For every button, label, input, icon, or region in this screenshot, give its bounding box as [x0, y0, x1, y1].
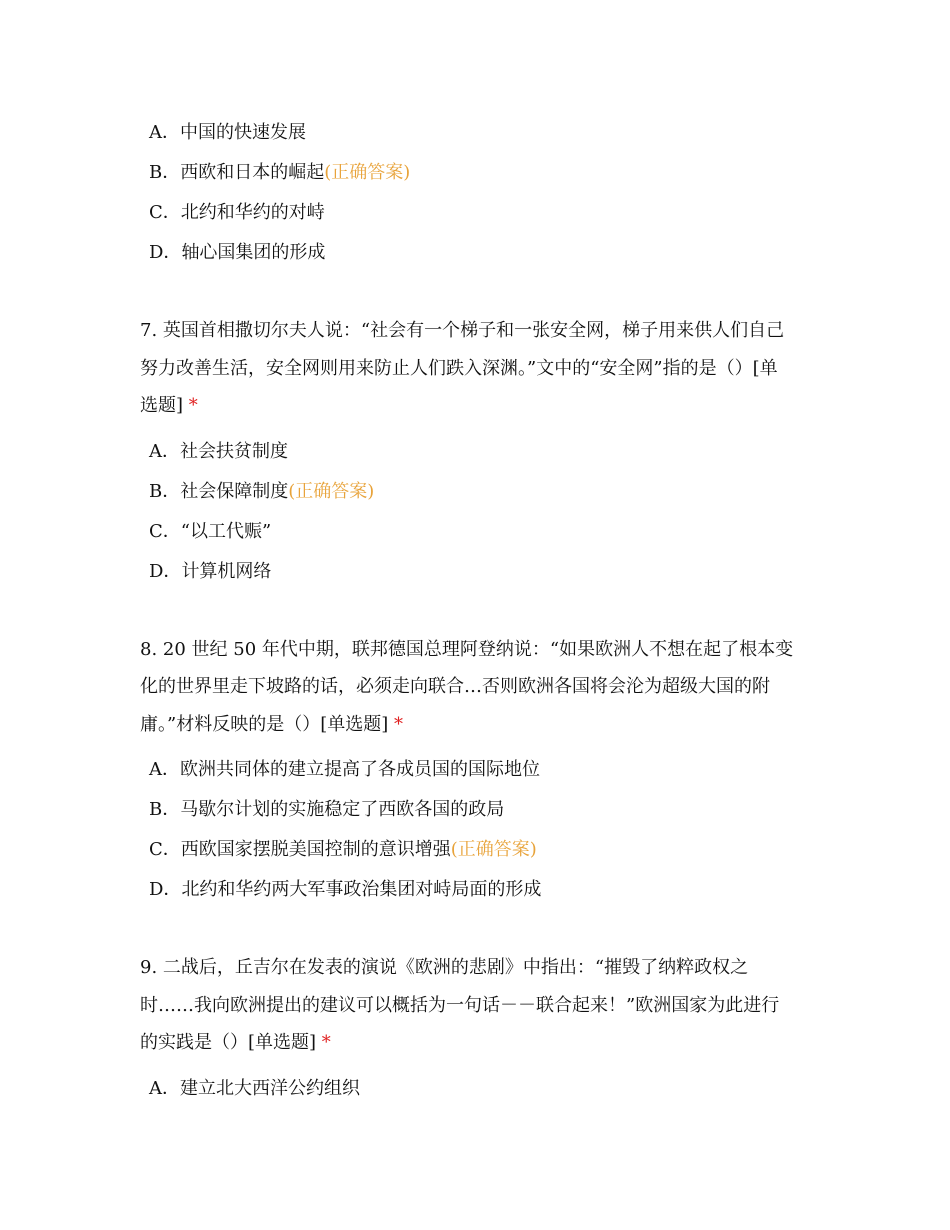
- question-6-options: [140, 113, 820, 273]
- correct-answer-label: (正确答案): [450, 839, 537, 860]
- option-text: “以工代赈”: [180, 520, 272, 542]
- option-text: 北约和华约两大军事政治集团对峙局面的形成: [181, 879, 542, 900]
- required-mark: *: [321, 1032, 331, 1053]
- option-letter: A．: [149, 759, 180, 780]
- option-text: 社会扶贫制度: [180, 440, 288, 462]
- question-line: 努力改善生活，安全网则用来防止人们跌入深渊。”文中的“安全网”指的是（）[单: [140, 357, 778, 379]
- option-text: 轴心国集团的形成: [181, 242, 326, 263]
- option-letter: C．: [149, 520, 181, 542]
- correct-answer-label: (正确答案): [324, 162, 411, 183]
- option-q8-d: [149, 870, 820, 910]
- option-text: 计算机网络: [181, 560, 272, 582]
- exam-page: [140, 113, 820, 1109]
- question-line: 选题] *: [140, 395, 198, 416]
- question-line: 9. 二战后，丘吉尔在发表的演说《欧洲的悲剧》中指出：“摧毁了纳粹政权之: [140, 957, 749, 978]
- question-line: 的实践是（）[单选题] *: [140, 1032, 331, 1053]
- question-8-text: [140, 631, 820, 744]
- correct-answer-label: (正确答案): [288, 480, 375, 502]
- question-line: 时……我向欧洲提出的建议可以概括为一句话－－联合起来！”欧洲国家为此进行: [140, 994, 780, 1016]
- option-q8-b: [149, 790, 820, 830]
- question-line: 庸。”材料反映的是（）[单选题] *: [140, 713, 403, 735]
- option-letter: B．: [149, 480, 181, 502]
- option-q7-d: [149, 552, 820, 592]
- question-line: 7. 英国首相撒切尔夫人说：“社会有一个梯子和一张安全网，梯子用来供人们自己: [140, 320, 785, 341]
- option-text: 建立北大西洋公约组织: [180, 1077, 360, 1099]
- option-letter: D．: [149, 879, 182, 900]
- option-letter: A．: [149, 122, 180, 143]
- question-9-text: [140, 949, 820, 1062]
- option-letter: C．: [149, 202, 181, 223]
- option-q7-b: [149, 472, 820, 512]
- option-letter: A．: [149, 1077, 180, 1099]
- question-line: 8. 20 世纪 50 年代中期，联邦德国总理阿登纳说：“如果欧洲人不想在起了根本变: [140, 638, 794, 660]
- option-letter: B．: [149, 799, 181, 820]
- option-q7-c: [149, 512, 820, 552]
- option-q9-a: [149, 1069, 820, 1109]
- option-q6-a: [149, 113, 820, 153]
- option-letter: B．: [149, 162, 181, 183]
- option-q6-c: [149, 193, 820, 233]
- question-9-options: [140, 1069, 820, 1109]
- question-7-options: [140, 432, 820, 592]
- option-letter: D．: [149, 242, 182, 263]
- option-letter: C．: [149, 839, 181, 860]
- option-q6-d: [149, 233, 820, 273]
- question-line: 化的世界里走下坡路的话，必须走向联合…否则欧洲各国将会沦为超级大国的附: [140, 676, 770, 697]
- option-text: 西欧国家摆脱美国控制的意识增强: [180, 839, 451, 860]
- option-text: 社会保障制度: [180, 480, 289, 502]
- option-text: 北约和华约的对峙: [180, 202, 325, 223]
- option-text: 西欧和日本的崛起: [180, 162, 325, 183]
- option-q8-c: [149, 830, 820, 870]
- question-8-options: [140, 750, 820, 910]
- required-mark: *: [393, 713, 403, 735]
- option-text: 中国的快速发展: [180, 122, 306, 143]
- question-7-text: [140, 312, 820, 425]
- option-text: 欧洲共同体的建立提高了各成员国的国际地位: [180, 759, 540, 780]
- required-mark: *: [188, 395, 198, 416]
- option-q7-a: [149, 432, 820, 472]
- option-q6-b: [149, 153, 820, 193]
- option-q8-a: [149, 750, 820, 790]
- option-letter: D．: [149, 560, 182, 582]
- option-text: 马歇尔计划的实施稳定了西欧各国的政局: [180, 799, 505, 820]
- option-letter: A．: [149, 440, 180, 462]
